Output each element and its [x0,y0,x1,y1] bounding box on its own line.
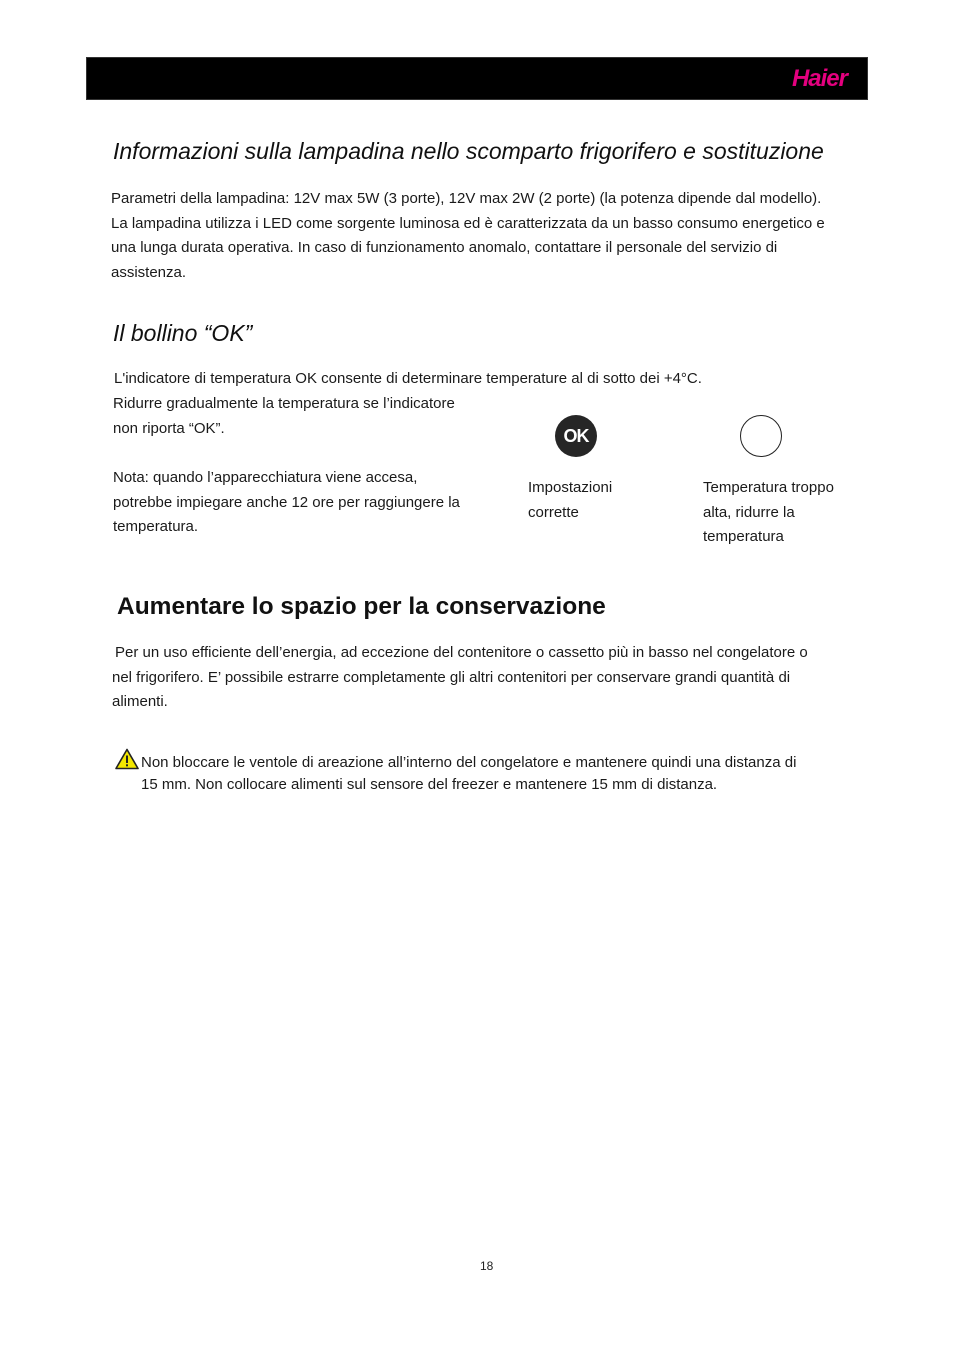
bulb-line-1: Parametri della lampadina: 12V max 5W (3 porte), 12V max 2W (2 porte) (la potenza dipende dal modello). [111,190,822,207]
storage-section-text [112,641,808,715]
storage-line-1: Per un uso efficiente dell’energia, ad eccezione del contenitore o cassetto più in basso nel congelatore o [115,644,808,661]
ok-note-line-1: Nota: quando l’apparecchiatura viene accesa, [113,469,418,486]
ok-badge-icon: OK [555,415,597,457]
storage-section-title: Aumentare lo spazio per la conservazione [117,593,606,620]
warning-text [141,752,796,795]
warning-triangle-icon [115,748,139,770]
high-caption-line-2: alta, ridurre la [703,503,795,521]
high-caption-line-1: Temperatura troppo [703,479,834,496]
ok-note-text [113,466,460,540]
bulb-line-2: La lampadina utilizza i LED come sorgente luminosa ed è caratterizzata da un basso consumo energetico e [111,214,825,232]
ok-reduce-line-2: non riporta “OK”. [113,419,225,437]
ok-reduce-line-1: Ridurre gradualmente la temperatura se l’indicatore [113,395,455,412]
ok-caption-line-1: Impostazioni [528,479,613,496]
bulb-line-4: assistenza. [111,263,187,281]
ok-caption [528,476,612,525]
header-bar [86,57,868,100]
bulb-line-3: una lunga durata operativa. In caso di funzionamento anomalo, contattare il personale del servizio di [111,239,778,256]
bulb-section-title: Informazioni sulla lampadina nello scomparto frigorifero e sostituzione [113,138,824,164]
bulb-section-text [111,187,825,285]
storage-line-2: nel frigorifero. E’ possibile estrarre completamente gli altri contenitori per conservare grandi quantità di [112,668,791,686]
storage-line-3: alimenti. [112,693,168,710]
warning-line-1: Non bloccare le ventole di areazione all’interno del congelatore e mantenere quindi una distanza di [141,754,797,771]
ok-section-title: Il bollino “OK” [113,320,253,346]
high-caption-line-3: temperatura [703,528,784,545]
ok-reduce-text [113,392,455,441]
ok-note-line-3: temperatura. [113,518,199,535]
page-number: 18 [480,1259,494,1273]
ok-note-line-2: potrebbe impiegare anche 12 ore per raggiungere la [113,493,460,511]
haier-logo: Haier [791,65,847,92]
warning-line-2: 15 mm. Non collocare alimenti sul sensore del freezer e mantenere 15 mm di distanza. [141,775,718,793]
ok-intro-line: L'indicatore di temperatura OK consente di determinare temperature al di sotto dei +4°C. [114,370,702,387]
ok-caption-line-2: corrette [528,503,579,521]
ok-intro [114,367,702,392]
empty-circle-icon [740,415,782,457]
high-temp-caption [703,476,834,550]
